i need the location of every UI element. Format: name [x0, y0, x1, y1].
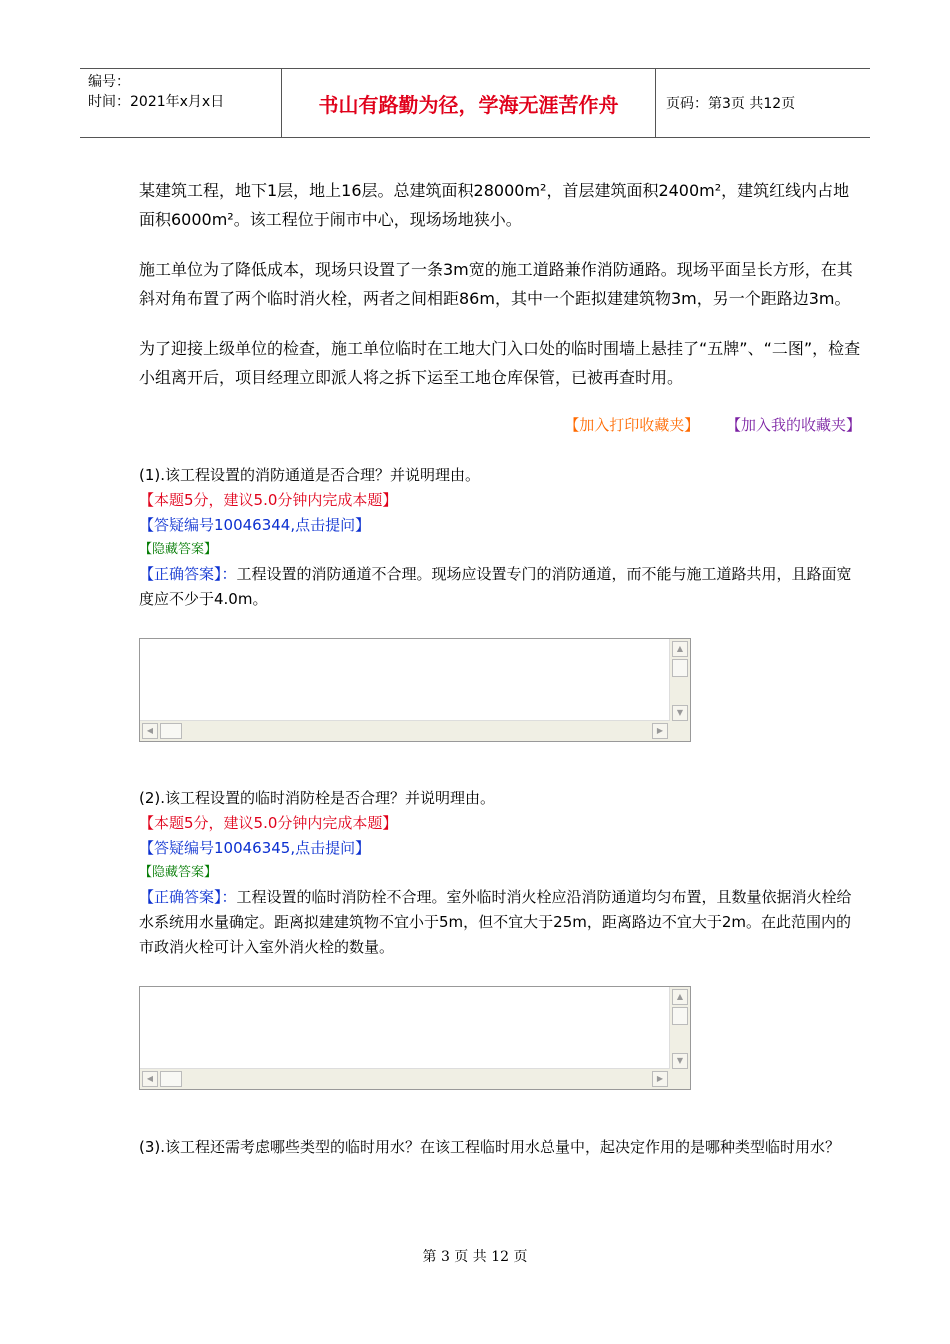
- add-my-favorites-link[interactable]: 【加入我的收藏夹】: [725, 416, 861, 434]
- page-footer: 第 3 页 共 12 页: [422, 1249, 528, 1265]
- question-block: [139, 463, 861, 612]
- answer-text: 工程设置的临时消防栓不合理。室外临时消火栓应沿消防通道均匀布置，且数量依据消火栓给水系统用水量确定。距离拟建建筑物不宜小于5m，但不宜大于25m，距离路边不宜大于2m。在此范围内的市政消火栓可计入室外消火栓的数量。: [139, 888, 852, 956]
- scroll-left-icon[interactable]: ◀: [142, 723, 158, 739]
- vertical-scrollbar[interactable]: [669, 987, 690, 1071]
- scroll-thumb[interactable]: [672, 659, 688, 677]
- header-meta: [80, 69, 282, 137]
- header-motto: [282, 69, 656, 137]
- hide-answer-link[interactable]: 【隐藏答案】: [139, 865, 218, 880]
- horizontal-scrollbar[interactable]: [140, 720, 670, 741]
- answer-textarea[interactable]: [139, 638, 691, 742]
- question-score: 【本题5分，建议5.0分钟内完成本题】: [139, 491, 398, 509]
- answer: [139, 885, 861, 960]
- scroll-right-icon[interactable]: ▶: [652, 1071, 668, 1087]
- scroll-thumb[interactable]: [160, 723, 182, 739]
- answer-text: 工程设置的消防通道不合理。现场应设置专门的消防通道，而不能与施工道路共用，且路面宽度应不少于4.0m。: [139, 565, 852, 608]
- question-score: 【本题5分，建议5.0分钟内完成本题】: [139, 814, 398, 832]
- question-title: (2).该工程设置的临时消防栓是否合理？并说明理由。: [139, 789, 496, 807]
- answer-textarea[interactable]: [139, 986, 691, 1090]
- scroll-down-icon[interactable]: ▼: [672, 1053, 688, 1069]
- scroll-up-icon[interactable]: ▲: [672, 641, 688, 657]
- number-label: 编号：: [88, 74, 130, 90]
- page-header: [80, 68, 870, 138]
- main-content: [139, 176, 861, 1160]
- vertical-scrollbar[interactable]: [669, 639, 690, 723]
- horizontal-scrollbar[interactable]: [140, 1068, 670, 1089]
- scroll-thumb[interactable]: [672, 1007, 688, 1025]
- question-title: (1).该工程设置的消防通道是否合理？并说明理由。: [139, 466, 481, 484]
- question-block: [139, 786, 861, 960]
- scroll-right-icon[interactable]: ▶: [652, 723, 668, 739]
- paragraph: 为了迎接上级单位的检查，施工单位临时在工地大门入口处的临时围墙上悬挂了“五牌”、“二图”，检查小组离开后，项目经理立即派人将之拆下运至工地仓库保管，已被再查时用。: [139, 339, 861, 387]
- paragraph: 施工单位为了降低成本，现场只设置了一条3m宽的施工道路兼作消防通路。现场平面呈长方形，在其斜对角布置了两个临时消火栓，两者之间相距86m，其中一个距拟建建筑物3m，另一个距路边3m。: [139, 260, 853, 308]
- motto-text: 书山有路勤为径，学海无涯苦作舟: [318, 92, 619, 117]
- scroll-down-icon[interactable]: ▼: [672, 705, 688, 721]
- ask-question-link[interactable]: 【答疑编号10046344,点击提问】: [139, 516, 371, 534]
- header-page-label: 页码：第3页 共12页: [666, 96, 796, 112]
- question-title: (3).该工程还需考虑哪些类型的临时用水？在该工程临时用水总量中，起决定作用的是哪种类型临时用水？: [139, 1138, 841, 1156]
- answer-label: 【正确答案】：: [139, 565, 237, 583]
- ask-question-link[interactable]: 【答疑编号10046345,点击提问】: [139, 839, 371, 857]
- answer-label: 【正确答案】：: [139, 888, 237, 906]
- date-label: 时间：2021年x月x日: [88, 94, 225, 110]
- answer: [139, 562, 861, 612]
- question-block: [139, 1134, 861, 1160]
- add-print-favorites-link[interactable]: 【加入打印收藏夹】: [564, 416, 700, 434]
- paragraph: 某建筑工程，地下1层，地上16层。总建筑面积28000m²，首层建筑面积2400m²，建筑红线内占地面积6000m²。该工程位于闹市中心，现场场地狭小。: [139, 181, 850, 229]
- scroll-corner: [670, 721, 690, 741]
- scroll-corner: [670, 1069, 690, 1089]
- scroll-up-icon[interactable]: ▲: [672, 989, 688, 1005]
- scroll-left-icon[interactable]: ◀: [142, 1071, 158, 1087]
- scroll-thumb[interactable]: [160, 1071, 182, 1087]
- favorites-links: [139, 413, 861, 437]
- hide-answer-link[interactable]: 【隐藏答案】: [139, 542, 218, 557]
